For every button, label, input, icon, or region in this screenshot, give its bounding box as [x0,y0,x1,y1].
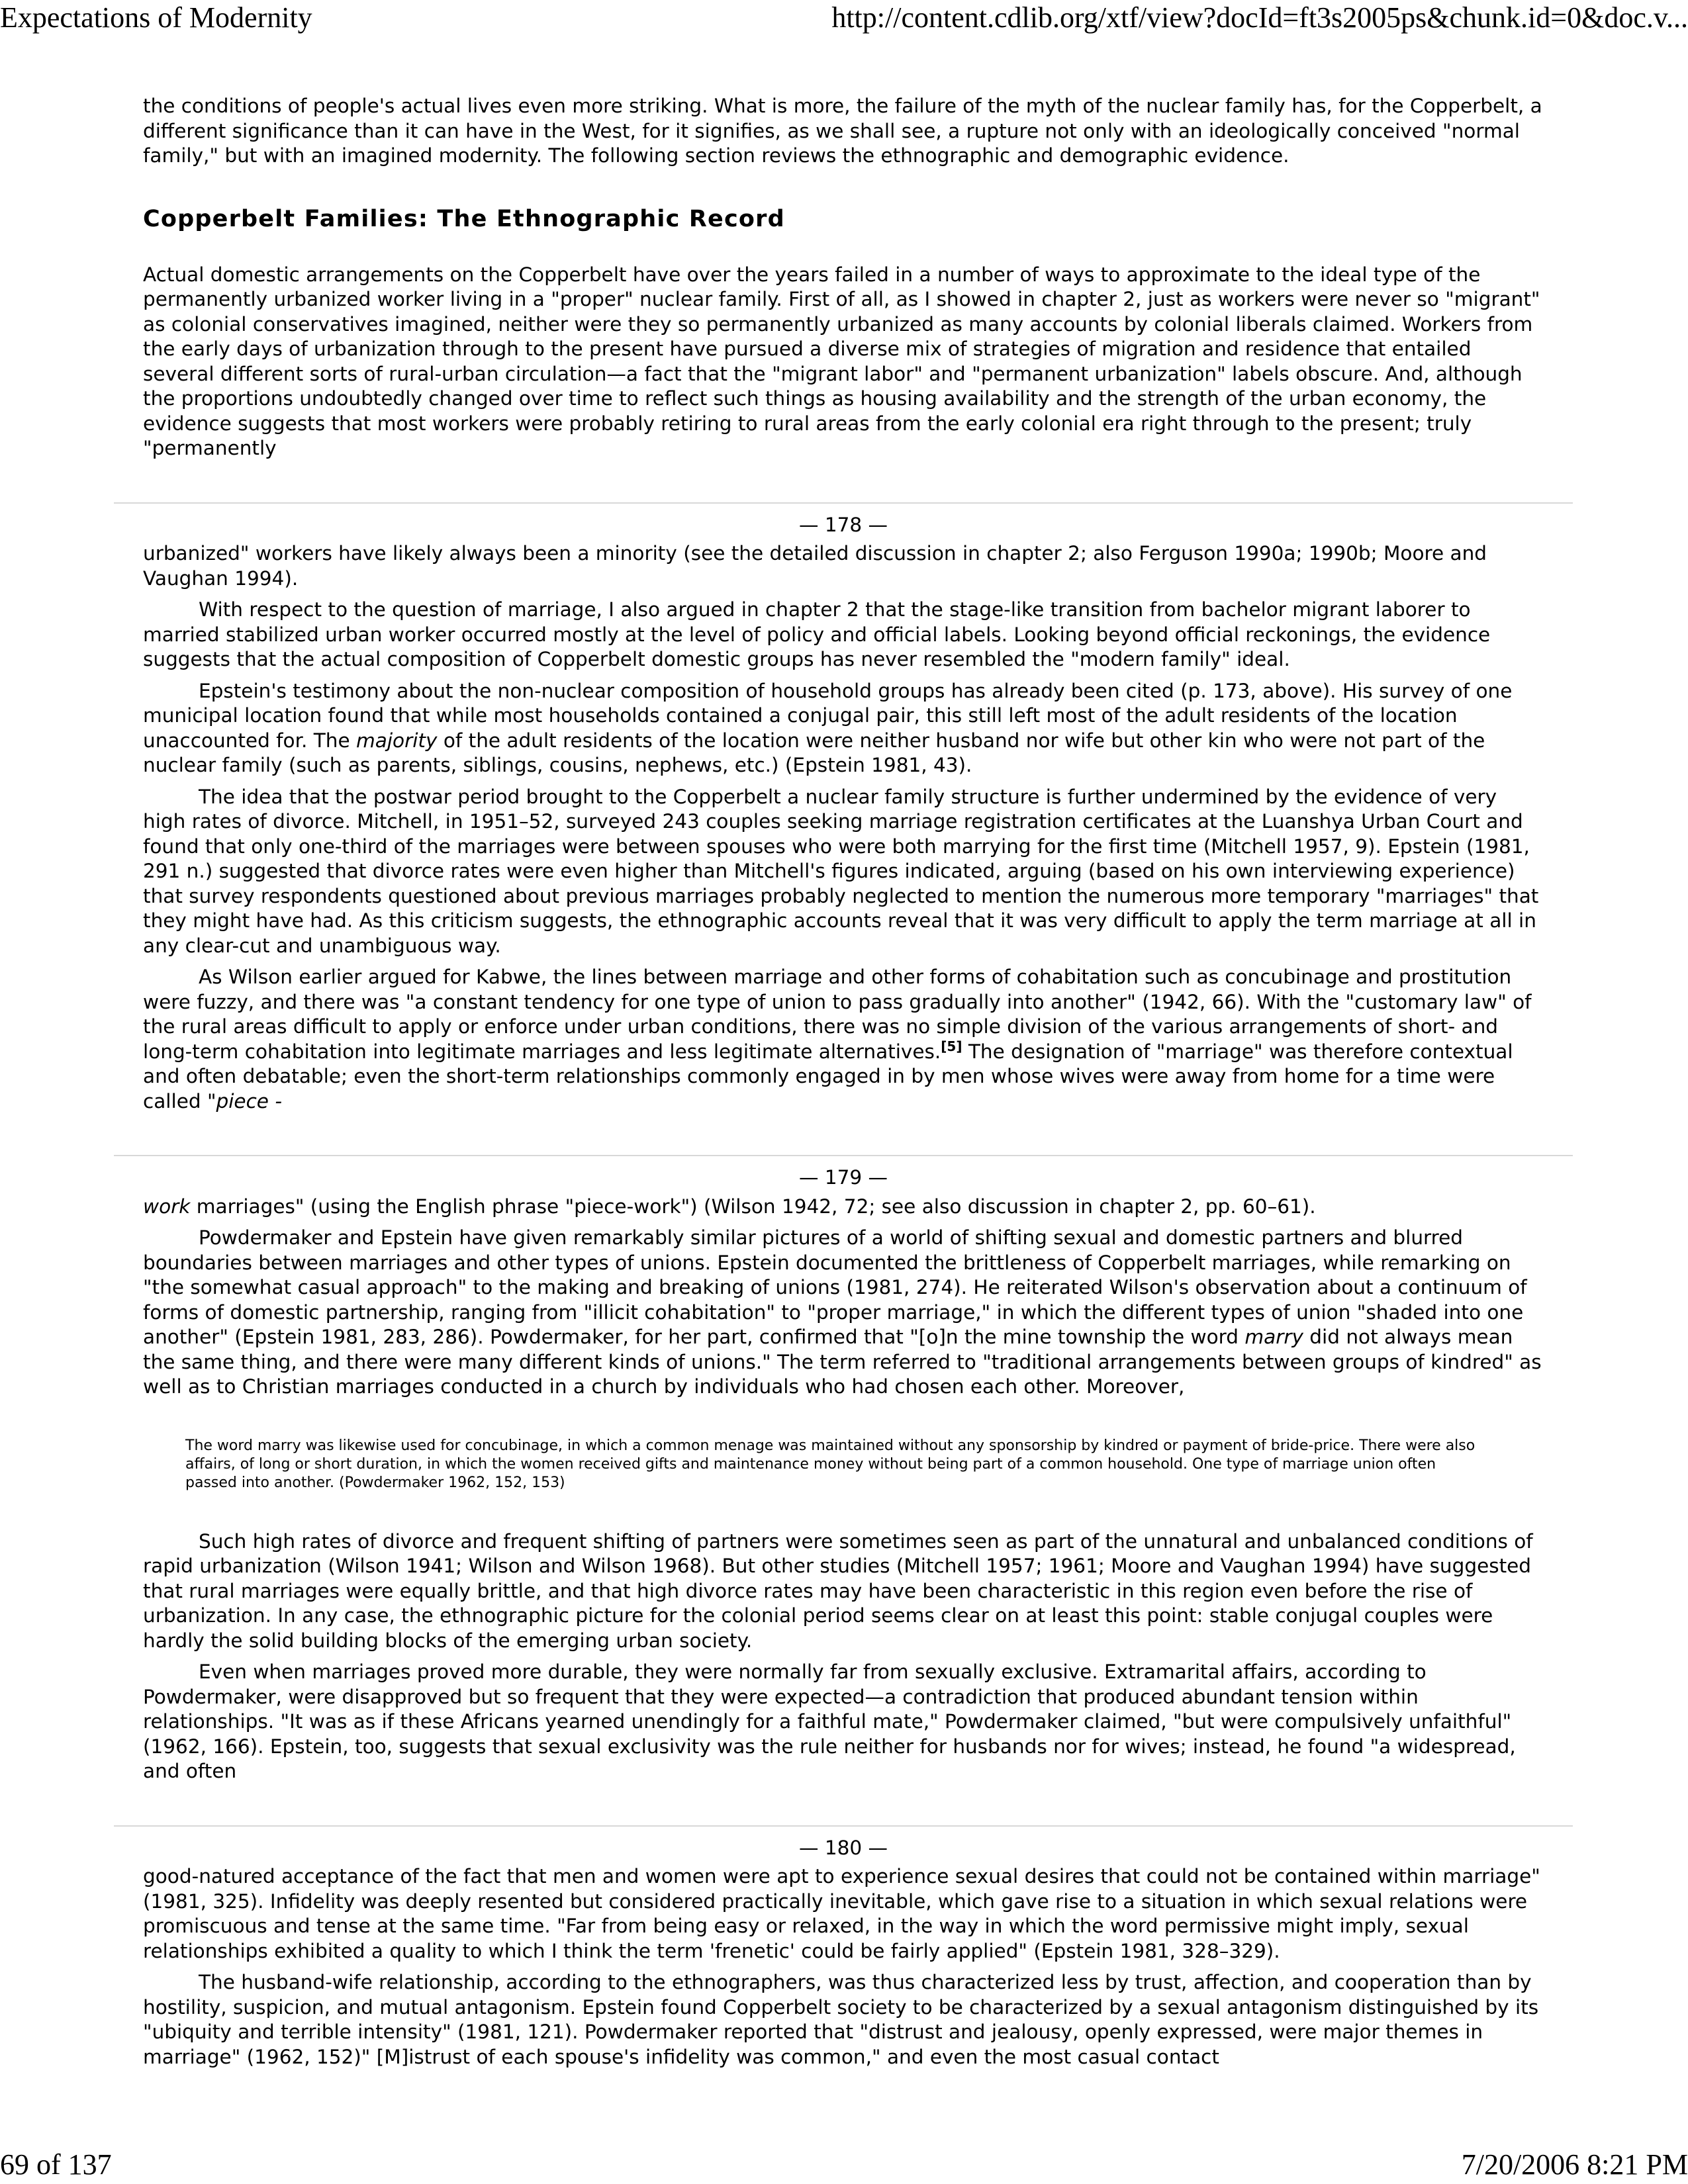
paragraph: Powdermaker and Epstein have given remarkably similar pictures of a world of shifting sexual and domestic partners and blurred boundaries between marriages and other types of unions. Epstein documented the brittleness of Copperbelt marriages, while remarking on "the somewhat casual approach" to the making and breaking of unions (1981, 274). He reiterated Wilson's observation about a continuum of forms of domestic partnership, ranging from "illicit cohabitation" to "proper marriage," in which the different types of union "shaded into one another" (Epstein 1981, 283, 286). Powdermaker, for her part, confirmed that "[o]n the mine township the word marry did not always mean the same thing, and there were many different kinds of unions." The term referred to "traditional arrangements between groups of kindred" as well as to Christian marriages conducted in a church by individuals who had chosen each other. Moreover, [143,1226,1542,1398]
paragraph: The idea that the postwar period brought to the Copperbelt a nuclear family structure is further undermined by the evidence of very high rates of divorce. Mitchell, in 1951–52, surveyed 243 couples seeking marriage registration certificates at the Luanshya Urban Court and found that only one-third of the marriages were between spouses who were both marrying for the first time (Mitchell 1957, 9). Epstein (1981, 291 n.) suggested that divorce rates were even higher than Mitchell's figures indicated, arguing (based on his own interviewing experience) that survey respondents questioned about previous marriages probably neglected to mention the numerous more temporary "marriages" that they might have had. As this criticism suggests, the ethnographic accounts reveal that it was very difficult to apply the term marriage at all in any clear-cut and unambiguous way. [143,785,1539,957]
page-separator [114,1155,1573,1156]
emphasis: marry [1244,1326,1303,1348]
emphasis: majority [356,729,438,752]
emphasis: piece - [216,1089,282,1113]
document-body [143,94,1544,2070]
page-count: 69 of 137 [0,2148,112,2181]
section-heading: Copperbelt Families: The Ethnographic Record [143,205,785,232]
paragraph: good-natured acceptance of the fact that men and women were apt to experience sexual desires that could not be contained within marriage" (1981, 325). Infidelity was deeply resented but considered practically inevitable, which gave rise to a situation in which sexual relations were promiscuous and tense at the same time. "Far from being easy or relaxed, in the way in which the word permissive might imply, sexual relationships exhibited a quality to which I think the term 'frenetic' could be fairly applied" (Epstein 1981, 328–329). [143,1865,1540,1962]
page-separator [114,1825,1573,1827]
page-separator [114,502,1573,504]
emphasis: work [143,1195,191,1218]
paragraph: The husband-wife relationship, according to the ethnographers, was thus characterized less by trust, affection, and cooperation than by hostility, suspicion, and mutual antagonism. Epstein found Copperbelt society to be characterized by a sexual antagonism distinguished by its "ubiquity and terrible intensity" (1981, 121). Powdermaker reported that "distrust and jealousy, openly expressed, were major themes in marriage" (1962, 152)" [M]istrust of each spouse's infidelity was common," and even the most casual contact [143,1971,1539,2068]
page-number-178: — 178 — [798,513,888,536]
paragraph: urbanized" workers have likely always been a minority (see the detailed discussion in chapter 2; also Ferguson 1990a; 1990b; Moore and Vaughan 1994). [143,542,1487,590]
block-quote: The word marry was likewise used for concubinage, in which a common menage was maintained without any sponsorship by kindred or payment of bride-price. There were also affairs, of long or short duration, in which the women received gifts and maintenance money without being part of a common household. One type of marriage union often passed into another. (Powdermaker 1962, 152, 153) [185,1437,1476,1491]
print-timestamp: 7/20/2006 8:21 PM [1461,2148,1688,2181]
paragraph: Such high rates of divorce and frequent shifting of partners were sometimes seen as part of the unnatural and unbalanced conditions of rapid urbanization (Wilson 1941; Wilson and Wilson 1968). But other studies (Mitchell 1957; 1961; Moore and Vaughan 1994) have suggested that rural marriages were equally brittle, and that high divorce rates may have been characteristic in this region even before the rise of urbanization. In any case, the ethnographic picture for the colonial period seems clear on at least this point: stable conjugal couples were hardly the solid building blocks of the emerging urban society. [143,1529,1533,1652]
page-url[interactable]: http://content.cdlib.org/xtf/view?docId=ft3s2005ps&chunk.id=0&doc.v... [831,1,1688,34]
paragraph: the conditions of people's actual lives even more striking. What is more, the failure of the myth of the nuclear family has, for the Copperbelt, a different significance than it can have in the West, for it signifies, as we shall see, a rupture not only with an ideologically conceived "normal family," but with an imagined modernity. The following section reviews the ethnographic and demographic evidence. [143,95,1542,167]
paragraph: Even when marriages proved more durable, they were normally far from sexually exclusive. Extramarital affairs, according to Powdermaker, were disapproved but so frequent that they were expected—a contradiction that produced abundant tension within relationships. "It was as if these Africans yearned unendingly for a faithful mate," Powdermaker claimed, "but were compulsively unfaithful" (1962, 166). Epstein, too, suggests that sexual exclusivity was the rule neither for husbands nor for wives; instead, he found "a widespread, and often [143,1661,1516,1782]
page-number-180: — 180 — [798,1836,888,1859]
paragraph: As Wilson earlier argued for Kabwe, the lines between marriage and other forms of cohabitation such as concubinage and prostitution were fuzzy, and there was "a constant tendency for one type of union to pass gradually into another" (1942, 66). With the "customary law" of the rural areas difficult to apply or enforce under urban conditions, there was no simple division of the various arrangements of short- and long-term cohabitation into legitimate marriages and less legitimate alternatives.[5] The designation of "marriage" was therefore contextual and often debatable; even the short-term relationships commonly engaged in by men whose wives were away from home for a time were called "piece - [143,966,1532,1113]
paragraph: Epstein's testimony about the non-nuclear composition of household groups has already been cited (p. 173, above). His survey of one municipal location found that while most households contained a conjugal pair, this still left most of the adult residents of the location unaccounted for. The majority of the adult residents of the location were neither husband nor wife but other kin who were not part of the nuclear family (such as parents, siblings, cousins, nephews, etc.) (Epstein 1981, 43). [143,679,1513,776]
paragraph: work marriages" (using the English phrase "piece-work") (Wilson 1942, 72; see also discussion in chapter 2, pp. 60–61). [143,1195,1316,1218]
paragraph: Actual domestic arrangements on the Copperbelt have over the years failed in a number of ways to approximate to the ideal type of the permanently urbanized worker living in a "proper" nuclear family. First of all, as I showed in chapter 2, just as workers were never so "migrant" as colonial conservatives imagined, neither were they so permanently urbanized as many accounts by colonial liberals claimed. Workers from the early days of urbanization through to the present have pursued a diverse mix of strategies of migration and residence that entailed several different sorts of rural-urban circulation—a fact that the "migrant labor" and "permanent urbanization" labels obscure. And, although the proportions undoubtedly changed over time to reflect such things as housing availability and the strength of the urban economy, the evidence suggests that most workers were probably retiring to rural areas from the early colonial era right through to the present; truly "permanently [143,263,1540,459]
paragraph: With respect to the question of marriage, I also argued in chapter 2 that the stage-like transition from bachelor migrant laborer to married stabilized urban worker occurred mostly at the level of policy and official labels. Looking beyond official reckonings, the evidence suggests that the actual composition of Copperbelt domestic groups has never resembled the "modern family" ideal. [143,598,1491,670]
page-number-179: — 179 — [798,1166,888,1189]
footnote-link[interactable]: [5] [941,1038,962,1054]
document-title: Expectations of Modernity [0,1,312,34]
